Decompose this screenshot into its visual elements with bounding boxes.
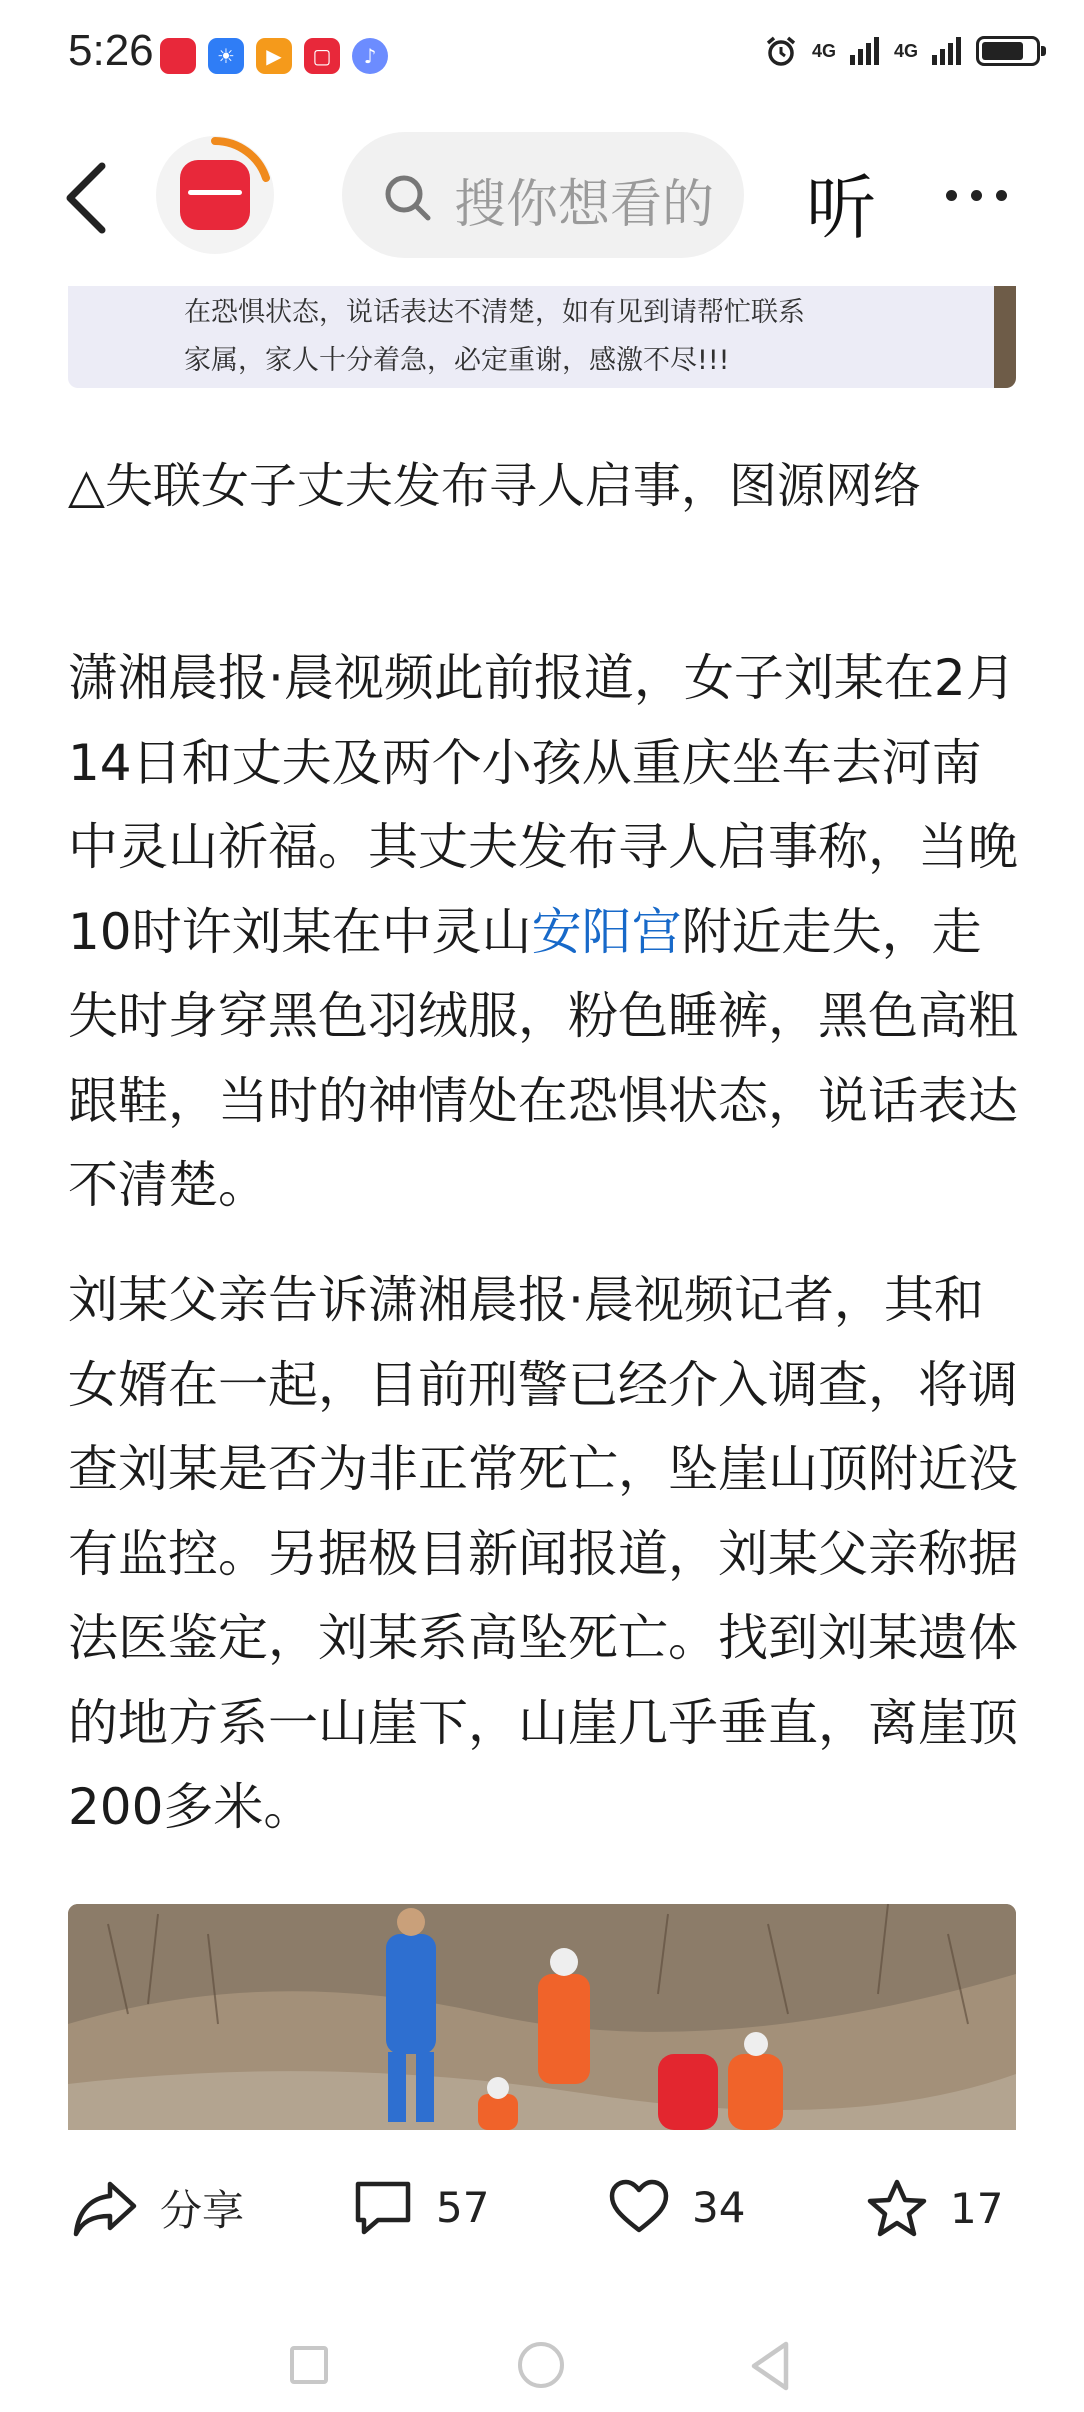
location-link[interactable]: 安阳宫 xyxy=(531,902,682,961)
system-nav-bar xyxy=(0,2310,1084,2412)
like-button[interactable] xyxy=(608,2178,745,2236)
signal-icon-2 xyxy=(932,37,962,65)
heart-icon xyxy=(608,2178,670,2236)
video-app-icon: ▶ xyxy=(256,38,292,74)
huawei-app-icon xyxy=(160,38,196,74)
listen-button[interactable]: 听 xyxy=(806,167,876,249)
search-bar[interactable] xyxy=(342,132,744,258)
rescue-photo-illustration xyxy=(68,1904,1016,2130)
back-arrow-icon xyxy=(58,158,118,238)
image-caption: △失联女子丈夫发布寻人启事，图源网络 xyxy=(68,458,921,514)
paragraph-text: 潇湘晨报·晨视频此前报道，女子刘某在2月14日和丈夫及两个小孩从重庆坐车去河南中灵山祈福。其丈夫发布寻人启事称，当晚10时许刘某在中灵山 xyxy=(68,649,1018,961)
signal-icon xyxy=(850,37,880,65)
top-header xyxy=(0,130,1084,260)
article-photo-rescue[interactable] xyxy=(68,1904,1016,2130)
more-dot-icon xyxy=(971,190,982,201)
article-paragraph xyxy=(68,636,1028,1228)
weather-app-icon: ☀ xyxy=(208,38,244,74)
signal-label-1: 4G xyxy=(811,40,836,61)
back-button[interactable] xyxy=(58,158,118,238)
alarm-icon xyxy=(764,34,798,68)
image-edge-detail xyxy=(994,286,1016,388)
share-label: 分享 xyxy=(160,2186,245,2235)
action-bar xyxy=(0,2166,1084,2266)
notification-icons xyxy=(160,38,388,74)
image-text-line: 在恐惧状态，说话表达不清楚，如有见到请帮忙联系 xyxy=(184,297,805,328)
share-button[interactable] xyxy=(72,2178,244,2238)
like-count: 34 xyxy=(692,2182,746,2232)
star-icon xyxy=(866,2178,928,2238)
more-dot-icon xyxy=(996,190,1007,201)
status-indicators xyxy=(764,34,1040,68)
comment-icon xyxy=(352,2178,414,2236)
status-bar xyxy=(0,0,1084,110)
music-app-icon: ♪ xyxy=(352,38,388,74)
status-time: 5:26 xyxy=(68,26,154,75)
article-image-missing-notice[interactable] xyxy=(68,286,1016,388)
home-button[interactable] xyxy=(518,2342,564,2388)
paragraph-text: 附近走失，走失时身穿黑色羽绒服，粉色睡裤，黑色高粗跟鞋，当时的神情处在恐惧状态，说话表达不清楚。 xyxy=(68,902,1018,1214)
favorite-count: 17 xyxy=(950,2183,1004,2233)
logo-badge-icon xyxy=(180,160,250,230)
signal-label-2: 4G xyxy=(893,40,918,61)
back-triangle-icon[interactable] xyxy=(748,2340,792,2392)
red-app-icon: ▢ xyxy=(304,38,340,74)
share-icon xyxy=(72,2178,138,2238)
recent-apps-button[interactable] xyxy=(290,2346,328,2384)
image-text-line: 家属，家人十分着急，必定重谢，感激不尽!!! xyxy=(184,345,730,376)
more-dot-icon xyxy=(946,190,957,201)
more-options-button[interactable] xyxy=(946,190,1007,201)
app-logo[interactable] xyxy=(156,136,274,254)
comment-button[interactable] xyxy=(352,2178,489,2236)
favorite-button[interactable] xyxy=(866,2178,1003,2238)
article-paragraph: 刘某父亲告诉潇湘晨报·晨视频记者，其和女婿在一起，目前刑警已经介入调查，将调查刘某是否为非正常死亡，坠崖山顶附近没有监控。另据极目新闻报道，刘某父亲称据法医鉴定，刘某系高坠死亡。找到刘某遗体的地方系一山崖下，山崖几乎垂直，离崖顶200多米。 xyxy=(68,1271,1018,1836)
search-placeholder: 搜你想看的 xyxy=(454,175,715,235)
comment-count: 57 xyxy=(436,2182,490,2232)
battery-icon xyxy=(976,36,1040,66)
search-icon xyxy=(382,172,434,224)
